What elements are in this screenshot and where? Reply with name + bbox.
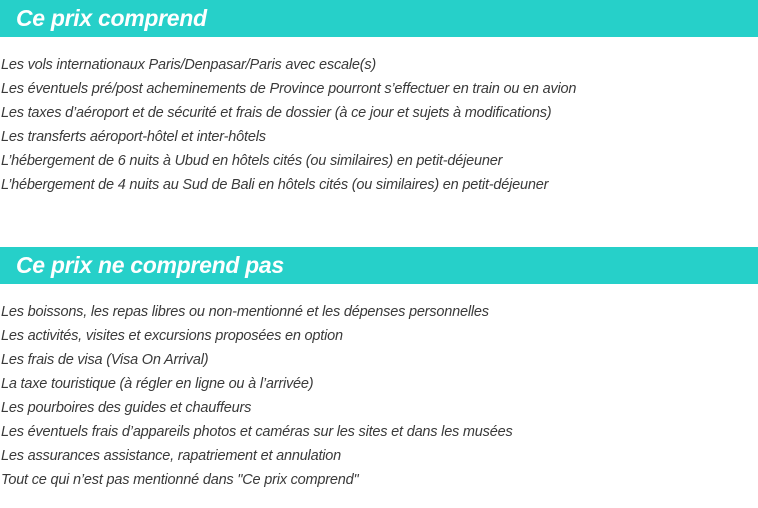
excludes-header bbox=[0, 247, 758, 284]
list-item: Les frais de visa (Visa On Arrival) bbox=[1, 352, 209, 368]
list-item: Les transferts aéroport-hôtel et inter-hôtels bbox=[1, 129, 266, 145]
excludes-list bbox=[1, 300, 513, 492]
list-item: Les vols internationaux Paris/Denpasar/Paris avec escale(s) bbox=[1, 57, 377, 73]
list-item: Tout ce qui n’est pas mentionné dans "Ce prix comprend" bbox=[1, 472, 359, 488]
includes-title: Ce prix comprend bbox=[16, 5, 207, 31]
list-item: Les pourboires des guides et chauffeurs bbox=[1, 400, 252, 416]
includes-list bbox=[1, 53, 576, 197]
list-item: Les éventuels frais d’appareils photos et caméras sur les sites et dans les musées bbox=[1, 424, 513, 440]
excludes-title: Ce prix ne comprend pas bbox=[16, 252, 284, 278]
list-item: Les taxes d’aéroport et de sécurité et frais de dossier (à ce jour et sujets à modifications) bbox=[1, 105, 552, 121]
list-item: Les boissons, les repas libres ou non-mentionné et les dépenses personnelles bbox=[1, 304, 489, 320]
list-item: L’hébergement de 6 nuits à Ubud en hôtels cités (ou similaires) en petit-déjeuner bbox=[1, 153, 503, 169]
includes-header bbox=[0, 0, 758, 37]
list-item: Les activités, visites et excursions proposées en option bbox=[1, 328, 343, 344]
list-item: Les éventuels pré/post acheminements de Province pourront s’effectuer en train ou en avion bbox=[1, 81, 577, 97]
list-item: La taxe touristique (à régler en ligne ou à l’arrivée) bbox=[1, 376, 314, 392]
list-item: L’hébergement de 4 nuits au Sud de Bali en hôtels cités (ou similaires) en petit-déjeuner bbox=[1, 177, 549, 193]
list-item: Les assurances assistance, rapatriement et annulation bbox=[1, 448, 342, 464]
